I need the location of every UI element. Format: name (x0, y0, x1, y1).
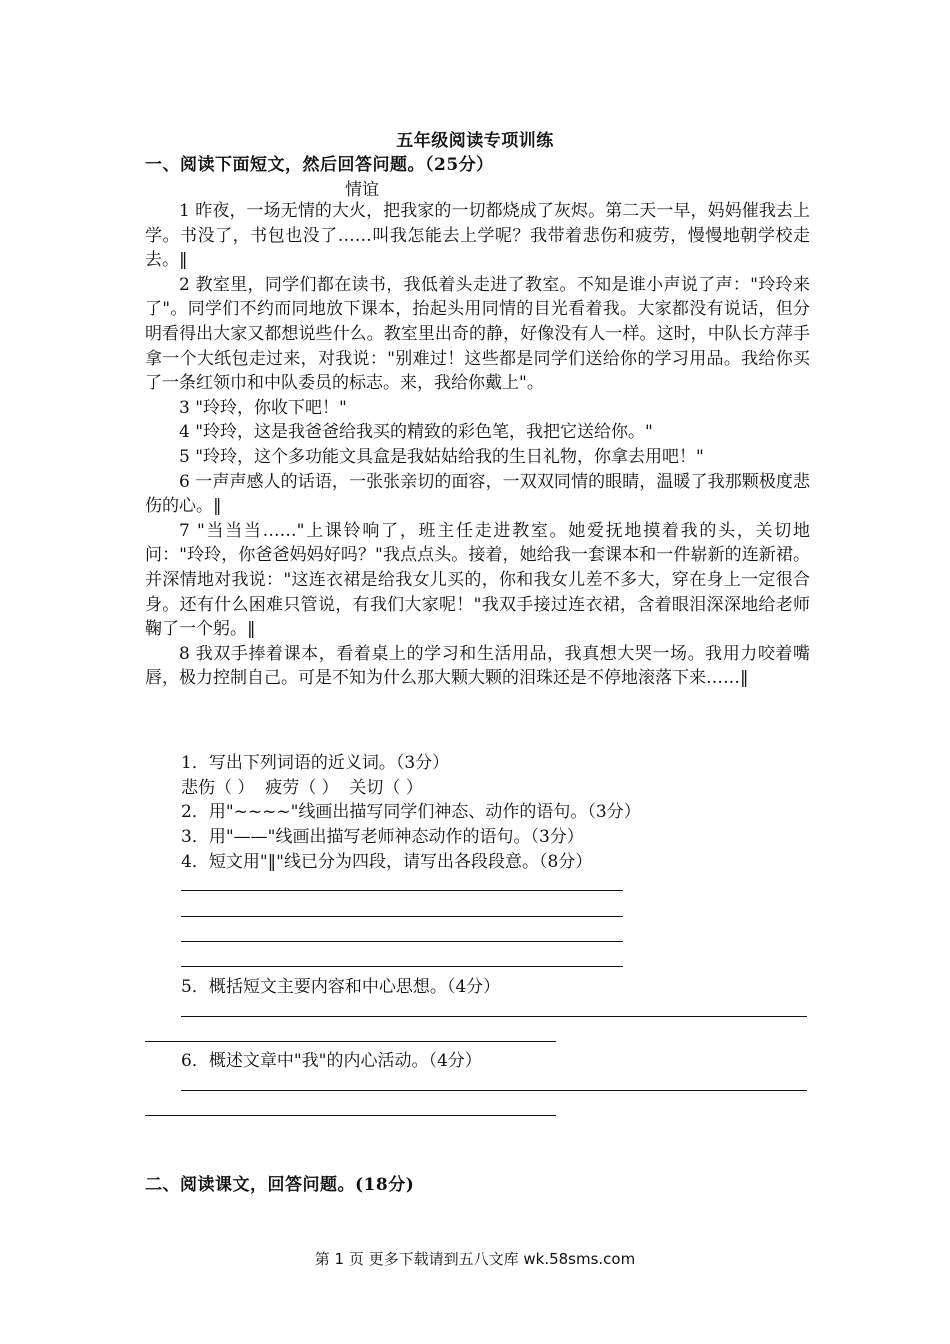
answer-line[interactable] (181, 966, 623, 967)
paragraph: 4 "玲玲，这是我爸爸给我买的精致的彩色笔，我把它送给你。" (179, 422, 653, 443)
paragraph: 2 教室里，同学们都在读书，我低着头走进了教室。不知是谁小声说了声："玲玲来了"。同学们不约而同地放下课本，抬起头用同情的目光看着我。大家都没有说话，但分明看得出大家又都想说些什么。教室里出奇的静，好像没有人一样。这时，中队长方萍手拿一个大纸包走过来，对我说："别难过！这些都是同学们送给你的学习用品。我给你买了一条红领巾和中队委员的标志。来，我给你戴上"。 (145, 274, 810, 394)
answer-line[interactable] (181, 890, 623, 891)
question-1-items: 悲伤（ ） 疲劳（ ） 关切（ ） (181, 778, 423, 798)
paragraph: 5 "玲玲，这个多功能文具盒是我姑姑给我的生日礼物，你拿去用吧！" (179, 446, 704, 467)
paragraph: 1 昨夜，一场无情的大火，把我家的一切都烧成了灰烬。第二天一早，妈妈催我去上学。书没了，书包也没了……叫我怎能去上学呢？我带着悲伤和疲劳，慢慢地朝学校走去。‖ (145, 201, 810, 271)
passage-body (145, 199, 810, 691)
question-6: 6．概述文章中"我"的内心活动。（4分） (181, 1051, 482, 1071)
paragraph: 8 我双手捧着课本，看着桌上的学习和生活用品，我真想大哭一场。我用力咬着嘴唇，极力控制自己。可是不知为什么那大颗大颗的泪珠还是不停地滚落下来……‖ (145, 643, 810, 689)
answer-line[interactable] (145, 1041, 556, 1042)
answer-line[interactable] (181, 916, 623, 917)
question-4: 4．短文用"‖"线已分为四段，请写出各段段意。（8分） (181, 852, 593, 872)
question-5: 5．概括短文主要内容和中心思想。（4分） (181, 977, 501, 997)
answer-line[interactable] (181, 1016, 807, 1017)
paragraph: 3 "玲玲，你收下吧！" (179, 397, 347, 418)
question-2: 2．用"~~~~"线画出描写同学们神态、动作的语句。（3分） (181, 802, 641, 822)
paragraph: 7 "当当当……"上课铃响了，班主任走进教室。她爱抚地摸着我的头，关切地问："玲玲，你爸爸妈妈好吗？"我点点头。接着，她给我一套课本和一件崭新的连新裙。并深情地对我说："这连衣裙是给我女儿买的，你和我女儿差不多大，穿在身上一定很合身。还有什么困难只管说，有我们大家呢！"我双手接过连衣裙，含着眼泪深深地给老师鞠了一个躬。‖ (145, 520, 810, 640)
page-title: 五年级阅读专项训练 (396, 131, 554, 151)
answer-line[interactable] (181, 941, 623, 942)
paragraph: 6 一声声感人的话语，一张张亲切的面容，一双双同情的眼睛，温暖了我那颗极度悲伤的心。‖ (145, 471, 810, 517)
passage-title: 情谊 (345, 180, 379, 200)
answer-line[interactable] (181, 1090, 807, 1091)
question-1: 1．写出下列词语的近义词。（3分） (181, 753, 450, 773)
page-footer: 第 1 页 更多下载请到五八文库 wk.58sms.com (314, 1250, 636, 1268)
answer-line[interactable] (145, 1115, 556, 1116)
section-1-heading: 一、阅读下面短文，然后回答问题。（25分） (145, 155, 494, 175)
section-2-heading: 二、阅读课文，回答问题。(18分) (145, 1175, 415, 1195)
question-3: 3．用"——"线画出描写老师神态动作的语句。（3分） (181, 827, 584, 847)
